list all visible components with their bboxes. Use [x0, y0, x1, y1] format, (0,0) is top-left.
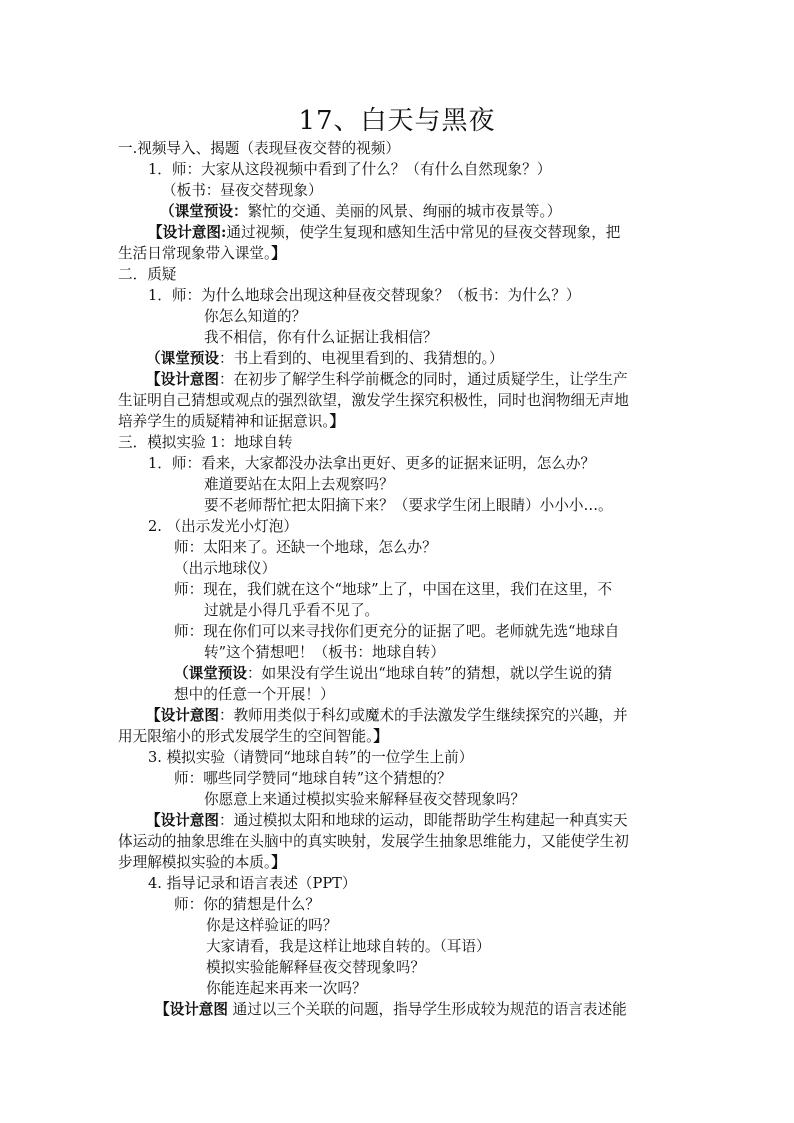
text-line: （课堂预设：繁忙的交通、美丽的风景、绚丽的城市夜景等。）	[160, 203, 562, 220]
text-line: 你能连起来再来一次吗？	[206, 980, 367, 997]
text-line: 培养学生的质疑精神和证据意识。】	[118, 413, 345, 430]
text-line: 用无限缩小的形式发展学生的空间智能。】	[118, 728, 388, 745]
text-line: 2. （出示发光小灯泡）	[148, 518, 298, 535]
text-line: （板书：昼夜交替现象）	[162, 182, 323, 199]
text-line: 【设计意图：教师用类似于科幻或魔术的手法激发学生继续探究的兴趣，并	[146, 707, 628, 724]
text-line: 你怎么知道的？	[204, 308, 307, 325]
text-line: 生证明自己猜想或观点的强烈欲望，激发学生探究积极性，同时也润物细无声地	[118, 392, 629, 409]
text-line: 师：太阳来了。还缺一个地球，怎么办？	[174, 539, 437, 556]
text-line: 步理解模拟实验的本质。】	[118, 854, 286, 871]
bold-label: 【设计意图	[146, 707, 219, 724]
text-line: 体运动的抽象思维在头脑中的真实映射，发展学生抽象思维能力，又能使学生初	[118, 833, 629, 850]
text-line: 生活日常现象带入课堂。】	[118, 245, 286, 262]
section-heading: 二．质疑	[118, 266, 177, 283]
bold-label: 【设计意图	[155, 1001, 228, 1018]
section-heading: 一.视频导入、揭题（表现昼夜交替的视频）	[118, 140, 400, 157]
text-line: （课堂预设：如果没有学生说出“地球自转”的猜想，就以学生说的猜	[174, 665, 613, 682]
bold-label: 【设计意图	[146, 371, 219, 388]
text-line: 师：你的猜想是什么？	[174, 896, 320, 913]
bold-label: 【设计意图	[146, 812, 219, 829]
text-line: 【设计意图 通过以三个关联的问题，指导学生形成较为规范的语言表述能	[155, 1001, 627, 1018]
text-line: 师：现在你们可以来寻找你们更充分的证据了吧。老师就先选“地球自	[174, 623, 620, 640]
text-line: 你是这样验证的吗？	[206, 917, 338, 934]
text-line: 【设计意图：在初步了解学生科学前概念的同时，通过质疑学生，让学生产	[146, 371, 628, 388]
bold-label: （课堂预设：	[160, 203, 248, 220]
section-heading: 三．模拟实验 1：地球自转	[118, 434, 293, 451]
text-line: 4. 指导记录和语言表述（PPT）	[148, 875, 357, 892]
page-title: 17、白天与黑夜	[298, 106, 496, 136]
text-line: （课堂预设：书上看到的、电视里看到的、我猜想的。）	[146, 350, 504, 367]
text-line: 我不相信，你有什么证据让我相信？	[204, 329, 438, 346]
text-line: （出示地球仪）	[174, 560, 277, 577]
text-line: 1．师：大家从这段视频中看到了什么？（有什么自然现象？）	[148, 161, 552, 178]
text-line: 1．师：看来，大家都没办法拿出更好、更多的证据来证明，怎么办？	[148, 455, 596, 472]
text-line: 3. 模拟实验（请赞同“地球自转”的一位学生上前）	[148, 749, 474, 766]
text-line: 师：现在，我们就在这个“地球”上了，中国在这里，我们在这里，不	[174, 581, 613, 598]
text-line: 师：哪些同学赞同“地球自转”这个猜想的？	[174, 770, 452, 787]
text-line: 转”这个猜想吧！（板书：地球自转）	[204, 644, 445, 661]
text-line: 【设计意图:通过视频，使学生复现和感知生活中常见的昼夜交替现象，把	[148, 224, 621, 241]
text-line: 模拟实验能解释昼夜交替现象吗？	[206, 959, 425, 976]
text-line: 你愿意上来通过模拟实验来解释昼夜交替现象吗？	[204, 791, 526, 808]
text-line: 1．师：为什么地球会出现这种昼夜交替现象？（板书：为什么？）	[148, 287, 581, 304]
text-line: 难道要站在太阳上去观察吗？	[204, 476, 394, 493]
text-line: 想中的任意一个开展！）	[174, 686, 335, 703]
bold-label: （课堂预设	[146, 350, 219, 367]
text-line: 过就是小得几乎看不见了。	[204, 602, 380, 619]
bold-label: （课堂预设	[174, 665, 247, 682]
text-line: 要不老师帮忙把太阳摘下来？（要求学生闭上眼睛）小小小…。	[204, 497, 613, 514]
bold-label: 【设计意图:	[148, 224, 227, 241]
text-line: 大家请看，我是这样让地球自转的。（耳语）	[206, 938, 491, 955]
text-line: 【设计意图：通过模拟太阳和地球的运动，即能帮助学生构建起一种真实天	[146, 812, 628, 829]
